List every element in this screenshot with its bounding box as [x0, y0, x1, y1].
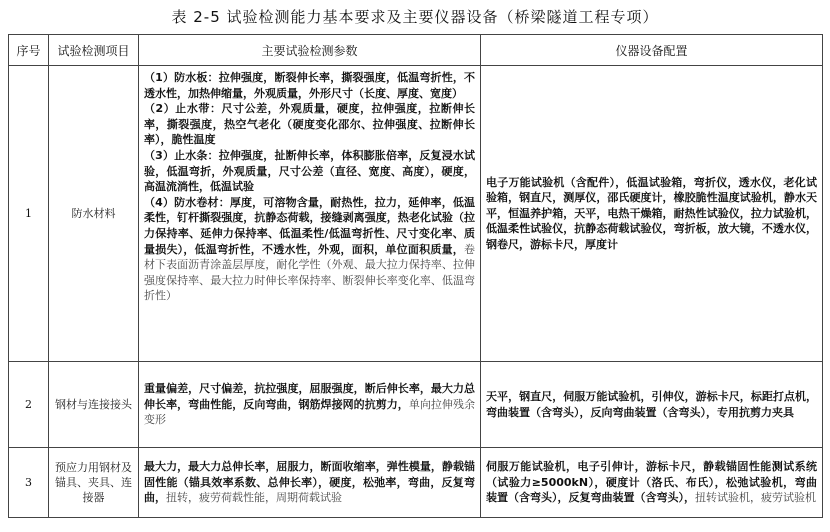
table-row — [9, 448, 823, 518]
row-no: 2 — [9, 362, 49, 448]
param-text: 重量偏差，尺寸偏差，抗拉强度，屈服强度，断后伸长率，最大力总伸长率，弯曲性能，反向弯曲，钢筋焊接网的抗剪力， — [144, 382, 475, 411]
param-text: （4）防水卷材：厚度，可溶物含量，耐热性，拉力，延伸率，低温柔性，钉杆撕裂强度，抗静态荷载，接缝剥离强度，热老化试验（拉力保持率、延伸力保持率、低温柔性/低温弯折性、尺寸变化率、质量损失），低温弯折性，不透水性，外观，面积，单位面积质量， — [144, 195, 475, 256]
equip-text-light: 扭转试验机，疲劳试验机 — [695, 491, 816, 505]
row-params — [139, 362, 481, 448]
header-params: 主要试验检测参数 — [139, 35, 481, 66]
param-text-light: 卷材下表面沥青涂盖层厚度，耐化学性（外观、最大拉力保持率、拉伸强度保持率、最大拉力时伸长率保持率、断裂伸长率变化率、低温弯折性） — [144, 242, 475, 303]
table-title: 表 2-5 试验检测能力基本要求及主要仪器设备（桥梁隧道工程专项） — [171, 8, 659, 26]
table-row — [9, 66, 823, 362]
header-equip: 仪器设备配置 — [481, 35, 823, 66]
equip-text: 伺服万能试验机，电子引伸计，游标卡尺，静载锚固性能测试系统（试验力≥5000kN），硬度计（洛氏、布氏），松弛试验机，弯曲装置（含弯头），反复弯曲装置（含弯头）， — [486, 460, 817, 505]
param-text-light: 扭转，疲劳荷载性能，周期荷载试验 — [166, 491, 342, 505]
row-equip — [481, 448, 823, 518]
param-line: （2）止水带：尺寸公差，外观质量，硬度，拉伸强度，拉断伸长率，撕裂强度，热空气老化（硬度变化邵尔、拉伸强度、拉断伸长率），脆性温度 — [144, 102, 475, 147]
requirements-table — [8, 34, 823, 518]
param-line: （3）止水条：拉伸强度，扯断伸长率，体积膨胀倍率，反复浸水试验，低温弯折，外观质量，尺寸公差（直径、宽度、高度），硬度，高温流淌性，低温试验 — [144, 148, 475, 194]
header-no: 序号 — [9, 35, 49, 66]
row-no: 1 — [9, 66, 49, 362]
row-params — [139, 448, 481, 518]
param-text-light: 单向拉伸残余变形 — [144, 397, 476, 427]
param-line — [144, 195, 475, 304]
row-no: 3 — [9, 448, 49, 518]
row-item: 钢材与连接接头 — [49, 362, 139, 448]
table-header-row — [9, 35, 823, 66]
row-item: 防水材料 — [49, 66, 139, 362]
row-equip: 电子万能试验机（含配件），低温试验箱，弯折仪，透水仪，老化试验箱，钢直尺，测厚仪，邵氏硬度计，橡胶脆性温度试验机，静水天平，恒温养护箱，天平，电热干燥箱，耐热性试验仪，拉力试验机，低温柔性试验仪，抗静态荷载试验仪，弯折板，放大镜，不透水仪，钢卷尺，游标卡尺，厚度计 — [481, 66, 823, 362]
header-item: 试验检测项目 — [49, 35, 139, 66]
table-row — [9, 362, 823, 448]
row-params — [139, 66, 481, 362]
row-equip: 天平，钢直尺，伺服万能试验机，引伸仪，游标卡尺，标距打点机，弯曲装置（含弯头），反向弯曲装置（含弯头），专用抗剪力夹具 — [481, 362, 823, 448]
param-line: （1）防水板：拉伸强度，断裂伸长率，撕裂强度，低温弯折性，不透水性，加热伸缩量，外观质量，外形尺寸（长度、厚度、宽度） — [144, 71, 475, 100]
param-text: 最大力，最大力总伸长率，屈服力，断面收缩率，弹性模量，静载锚固性能（锚具效率系数、总伸长率），硬度，松弛率，弯曲，反复弯曲， — [144, 460, 475, 505]
row-item: 预应力用钢材及锚具、夹具、连接器 — [49, 448, 139, 518]
